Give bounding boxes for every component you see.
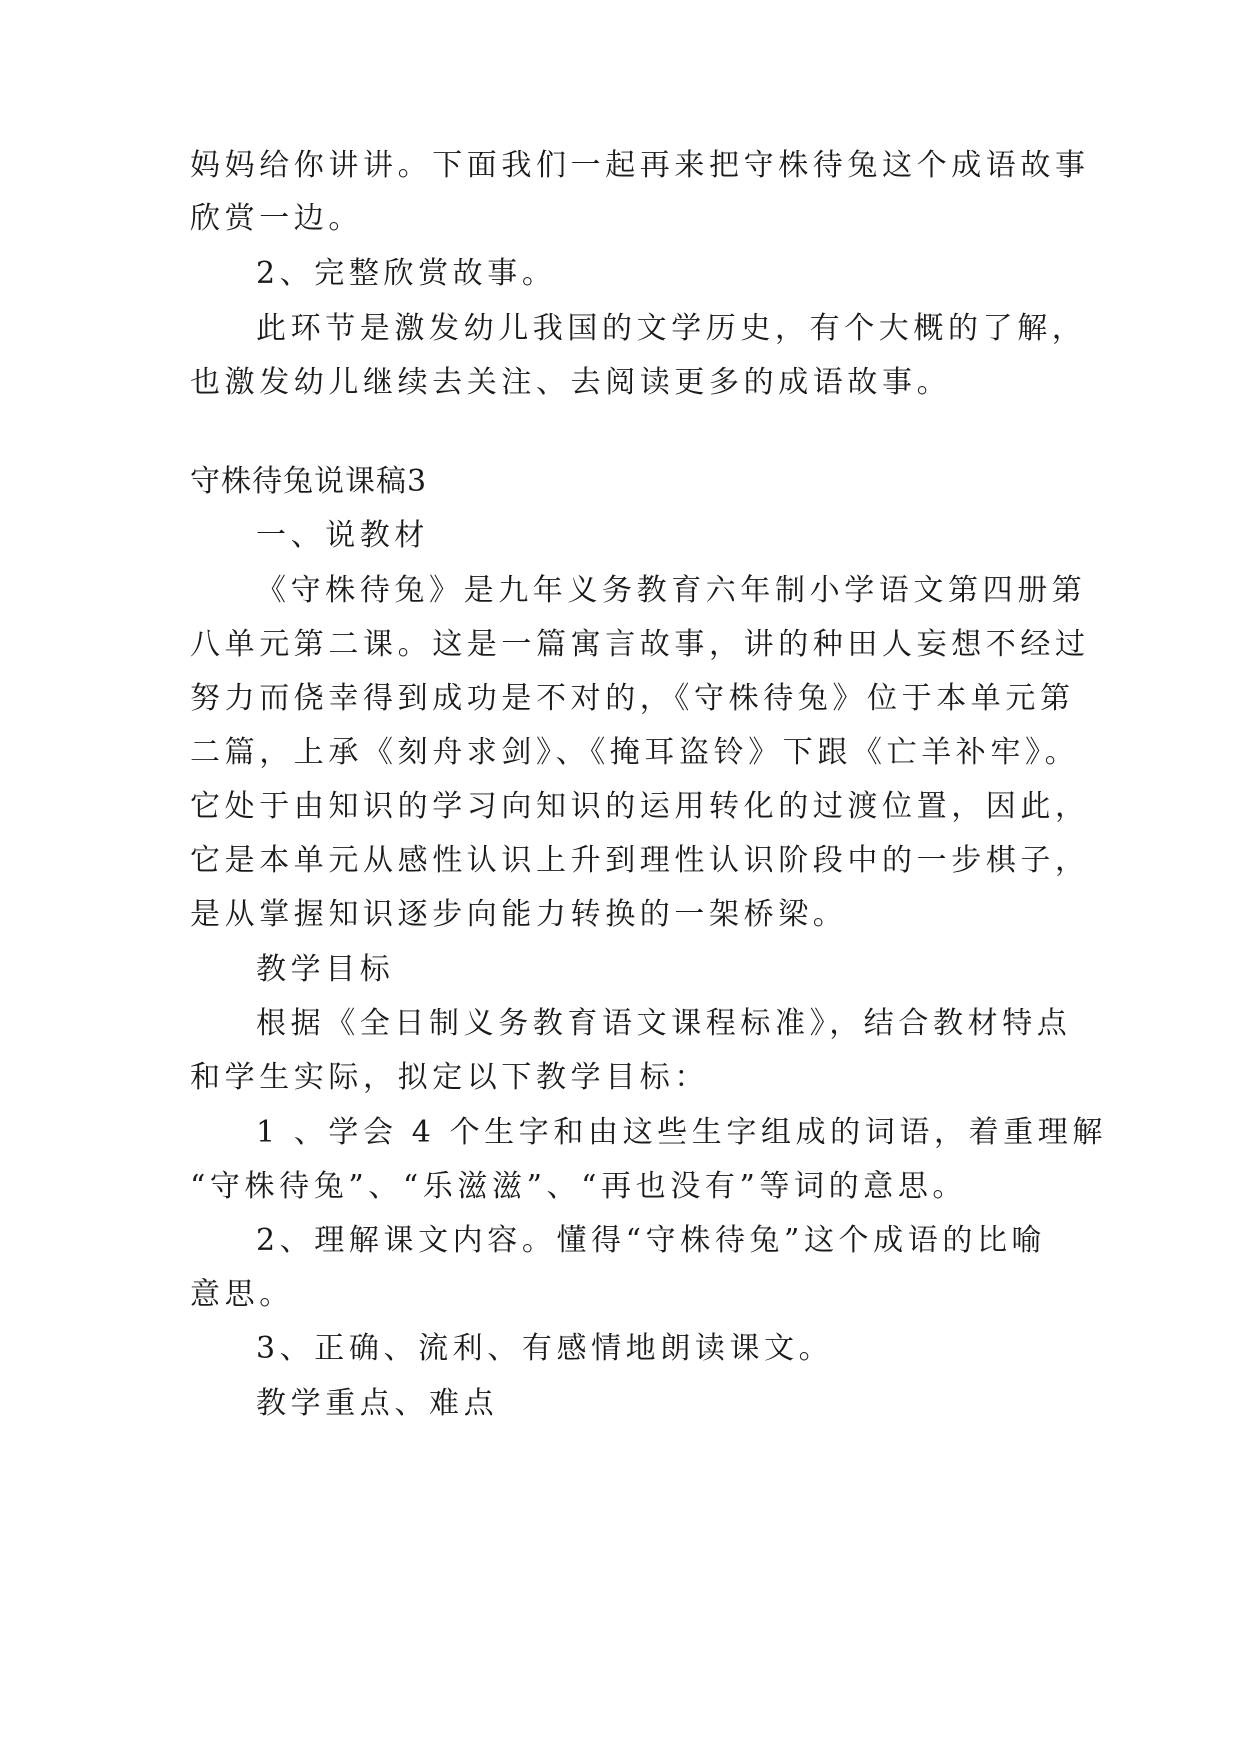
text-line: 也激发幼儿继续去关注、去阅读更多的成语故事。 xyxy=(190,365,952,400)
text-line: 妈妈给你讲讲。下面我们一起再来把守株待兔这个成语故事 xyxy=(190,148,1090,183)
paragraph-start: 根据《全日制义务教育语文课程标准》，结合教材特点 xyxy=(256,1006,1072,1041)
text-line: “守株待兔”、“乐滋滋”、“再也没有”等词的意思。 xyxy=(190,1169,968,1204)
list-item: 1 、学会 4 个生字和由这些生字组成的词语，着重理解 xyxy=(256,1115,1107,1150)
paragraph-start: 《守株待兔》是九年义务教育六年制小学语文第四册第 xyxy=(256,573,1087,608)
text-line: 和学生实际，拟定以下教学目标： xyxy=(190,1060,709,1095)
subheading: 教学目标 xyxy=(256,952,395,987)
text-line: 它是本单元从感性认识上升到理性认识阶段中的一步棋子， xyxy=(190,843,1090,878)
list-item: 3、正确、流利、有感情地朗读课文。 xyxy=(256,1331,834,1366)
subheading: 一、说教材 xyxy=(256,518,429,553)
text-line: 它处于由知识的学习向知识的运用转化的过渡位置，因此， xyxy=(190,789,1090,824)
list-item: 2、理解课文内容。懂得“守株待兔”这个成语的比喻 xyxy=(256,1223,1047,1258)
text-line: 八单元第二课。这是一篇寓言故事，讲的种田人妄想不经过 xyxy=(190,627,1090,662)
text-line: 是从掌握知识逐步向能力转换的一架桥梁。 xyxy=(190,897,848,932)
subheading: 教学重点、难点 xyxy=(256,1386,499,1421)
paragraph-start: 此环节是激发幼儿我国的文学历史，有个大概的了解， xyxy=(256,311,1087,346)
text-line: 二篇，上承《刻舟求剑》、《掩耳盗铃》下跟《亡羊补牢》。 xyxy=(190,735,1080,770)
text-line: 欣赏一边。 xyxy=(190,201,363,236)
text-line: 努力而侥幸得到成功是不对的，《守株待兔》位于本单元第 xyxy=(190,681,1075,716)
section-title: 守株待兔说课稿3 xyxy=(190,464,428,499)
text-line: 意思。 xyxy=(190,1277,294,1312)
list-item: 2、完整欣赏故事。 xyxy=(256,256,557,291)
